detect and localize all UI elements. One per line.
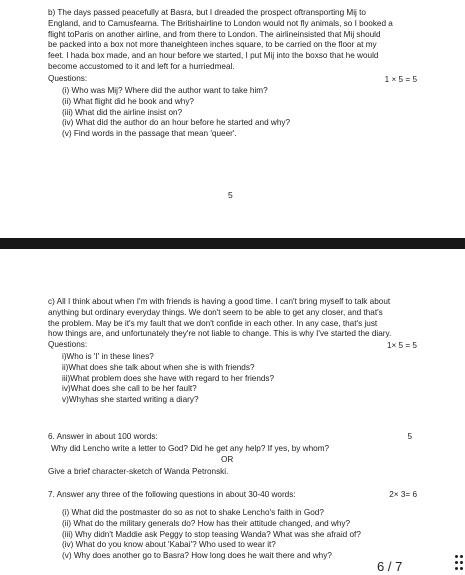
question-item: ii)What does she talk about when she is with friends?	[62, 362, 255, 372]
page-top	[0, 0, 465, 238]
page-number: 5	[228, 190, 233, 200]
passage-b	[48, 8, 393, 73]
passage-line: become accustomed to it and left for a hurriedmeal.	[48, 61, 235, 71]
passage-line: b) The days passed peacefully at Basra, but I dreaded the prospect oftransporting Mij to	[48, 8, 366, 17]
question-item: i)Who is 'I' in these lines?	[62, 352, 154, 361]
passage-line: flight toParis on another airline, and from there to London. The airlineinsisted that Mij should	[48, 29, 381, 39]
question-item: (ii) What flight did he book and why?	[62, 96, 194, 106]
passage-line: be packed into a box not more thaneighteen inches square, to be carried on the floor at my	[48, 40, 377, 50]
q7-item: (ii) What do the military generals do? How has their attitude changed, and why?	[62, 518, 351, 528]
q6-heading: 6. Answer in about 100 words:	[48, 432, 158, 441]
passage-c	[48, 297, 391, 340]
passage-line: the problem. May be it's my fault that we don't confide in each other. In any case, that's just	[48, 318, 378, 328]
questions-label: Questions:	[48, 340, 88, 349]
questions-label: Questions:	[48, 74, 88, 83]
question-item: (i) Who was Mij? Where did the author want to take him?	[62, 86, 268, 95]
q7-item: (iv) What do you know about 'Kabai'? Who used to wear it?	[62, 540, 276, 550]
question-item: (iv) What did the author do an hour before he started and why?	[62, 118, 291, 128]
page-separator	[0, 238, 465, 249]
q6-question: Why did Lencho write a letter to God? Did he get any help? If yes, by whom?	[51, 444, 330, 453]
q7-list	[62, 508, 361, 562]
question-list	[62, 352, 274, 406]
page-bottom	[0, 249, 465, 575]
q6-alternative: Give a brief character-sketch of Wanda Petronski.	[48, 467, 229, 476]
question-list	[62, 86, 290, 140]
q7-item: (v) Why does another go to Basra? How long does he wait there and why?	[62, 551, 332, 561]
marks-label: 1× 5 = 5	[386, 341, 417, 350]
q7-item: (i) What did the postmaster do so as not to shake Lencho's faith in God?	[62, 508, 324, 517]
or-label: OR	[221, 455, 234, 464]
question-item: iii)What problem does she have with regard to her friends?	[62, 373, 275, 383]
passage-line: how things are, and unfortunately they're not liable to change. This is why I've started the diary.	[48, 329, 392, 339]
marks-label: 1 × 5 = 5	[384, 75, 417, 84]
passage-line: c) All I think about when I'm with friends is having a good time. I can't bring myself to talk about	[48, 297, 391, 306]
passage-line: anything but ordinary everyday things. We don't seem to be able to get any closer, and that's	[48, 307, 383, 317]
q7-heading: 7. Answer any three of the following questions in about 30-40 words:	[48, 490, 296, 499]
passage-line: England, and to Camusfearna. The Britishairline to London would not fly animals, so I booked a	[48, 18, 393, 28]
question-item: iv)What does she call to be her fault?	[62, 384, 197, 394]
question-item: (v) Find words in the passage that mean 'queer'.	[62, 129, 237, 139]
more-options-icon[interactable]	[455, 555, 463, 571]
q7-item: (iii) Why didn't Maddie ask Peggy to stop teasing Wanda? What was she afraid of?	[62, 529, 361, 539]
question-item: v)Whyhas she started writing a diary?	[62, 395, 199, 405]
question-item: (iii) What did the airline insist on?	[62, 107, 183, 117]
q6-marks: 5	[407, 432, 412, 441]
passage-line: feet. I hada box made, and an hour before we started, I put Mij into the boxso that he would	[48, 51, 379, 61]
q7-marks: 2× 3= 6	[389, 490, 417, 499]
page-indicator: 6 / 7	[377, 559, 403, 574]
